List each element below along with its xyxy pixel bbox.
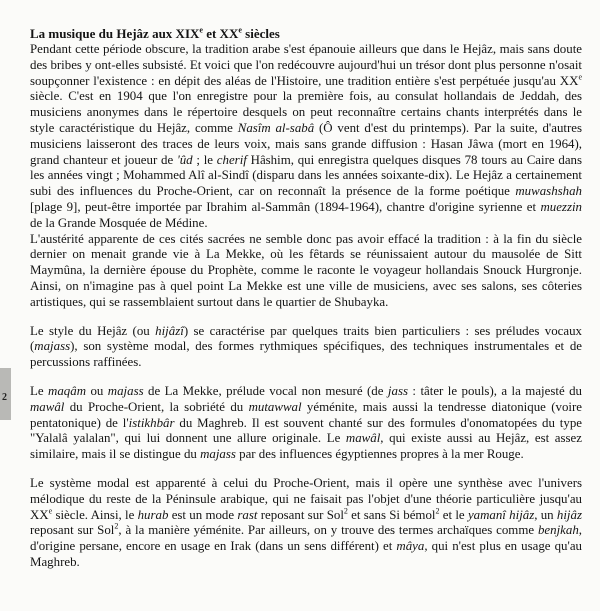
paragraph-3: Le maqâm ou majass de La Mekke, prélude vocal non mesuré (de jass : tâter le pouls), a la majesté du mawâl du Proche-Orient, la sobriété du mutawwal yéménite, mais aussi la tendresse diatonique (voire pentatonique) de l'istikhbâr du Maghreb. Il est souvent chanté sur des formules d'onomatopées du type "Yalalâ yalalan", qui lui donnent une allure originale. Le mawâl, qui existe aussi au Hejâz, est assez similaire, mais il se distingue du majass par des influences égyptiennes propres à la mer Rouge. bbox=[30, 383, 582, 462]
article-body bbox=[30, 26, 582, 584]
paragraph-1: Pendant cette période obscure, la tradition arabe s'est épanouie ailleurs que dans le Hejâz, mais sans doute des bribes y ont-elles subsisté. Et voici que l'on redécouvre aujourd'hui un trésor dont plus personne n'osait soupçonner l'existence : en dépit des aléas de l'Histoire, une tradition entière s'est perpétuée jusqu'au XXe siècle. C'est en 1904 que l'on enregistre pour la première fois, au consulat hollandais de Jeddah, des musiciens anonymes dans le répertoire desquels on peut reconnaître certains chants interprétés dans le style caractéristique du Hejâz, comme Nasîm al-sabâ (Ô vent d'est du printemps). Par la suite, d'autres musiciens laisseront des traces de leurs voix, mais sans grande diffusion : Hasan Jâwa (mort en 1964), grand chanteur et joueur de 'ûd ; le cherif Hâshim, qui enregistra quelques disques 78 tours au Caire dans les années vingt ; Mohammed Alî al-Sindî (disparu dans les années soixante-dix). Le Hejâz a certainement subi des influences du Proche-Orient, car on reconnaît la présence de la forme poétique muwashshah [plage 9], peut-être importée par Ibrahim al-Sammân (1894-1964), chantre d'origine syrienne et muezzin de la Grande Mosquée de Médine. L'austérité apparente de ces cités sacrées ne semble donc pas avoir effacé la tradition : à la fin du siècle dernier on menait grande vie à La Mekke, où les fêtards se réunissaient autour du mausolée de Sitt Maymûna, la dernière épouse du Prophète, comme le raconte le voyageur hollandais Snouck Hurgronje. Ainsi, on n'imagine pas à quel point La Mekke est une ville de musiciens, avec ses salons, ses côteries artistiques, qui se rassemblaient surtout dans le quartier de Shubayka. bbox=[30, 42, 583, 309]
section-heading: La musique du Hejâz aux XIXe et XXe siècles bbox=[30, 25, 280, 41]
paragraph-2: Le style du Hejâz (ou hijâzî) se caractérise par quelques traits bien particuliers : ses préludes vocaux (majass), son système modal, des formes rythmiques spécifiques, des techniques instrumentales et de percussions raffinées. bbox=[30, 323, 582, 370]
paragraph-4: Le système modal est apparenté à celui du Proche-Orient, mais il opère une synthèse avec l'univers mélodique du reste de la Péninsule arabique, qui ne faisait pas l'objet d'une théorie particulière jusqu'au XXe siècle. Ainsi, le hurab est un mode rast reposant sur Sol$^2$ et sans Si bémol$^2$ et le yamanî hijâz, un hijâz reposant sur Sol$^2$, à la manière yéménite. Par ailleurs, on y trouve des termes archaïques comme benjkah, d'origine persane, encore en usage en Irak (dans un sens différent) et mâya, qui n'est plus en usage qu'au Maghreb. bbox=[30, 475, 582, 569]
page-number: 2 bbox=[2, 392, 7, 403]
